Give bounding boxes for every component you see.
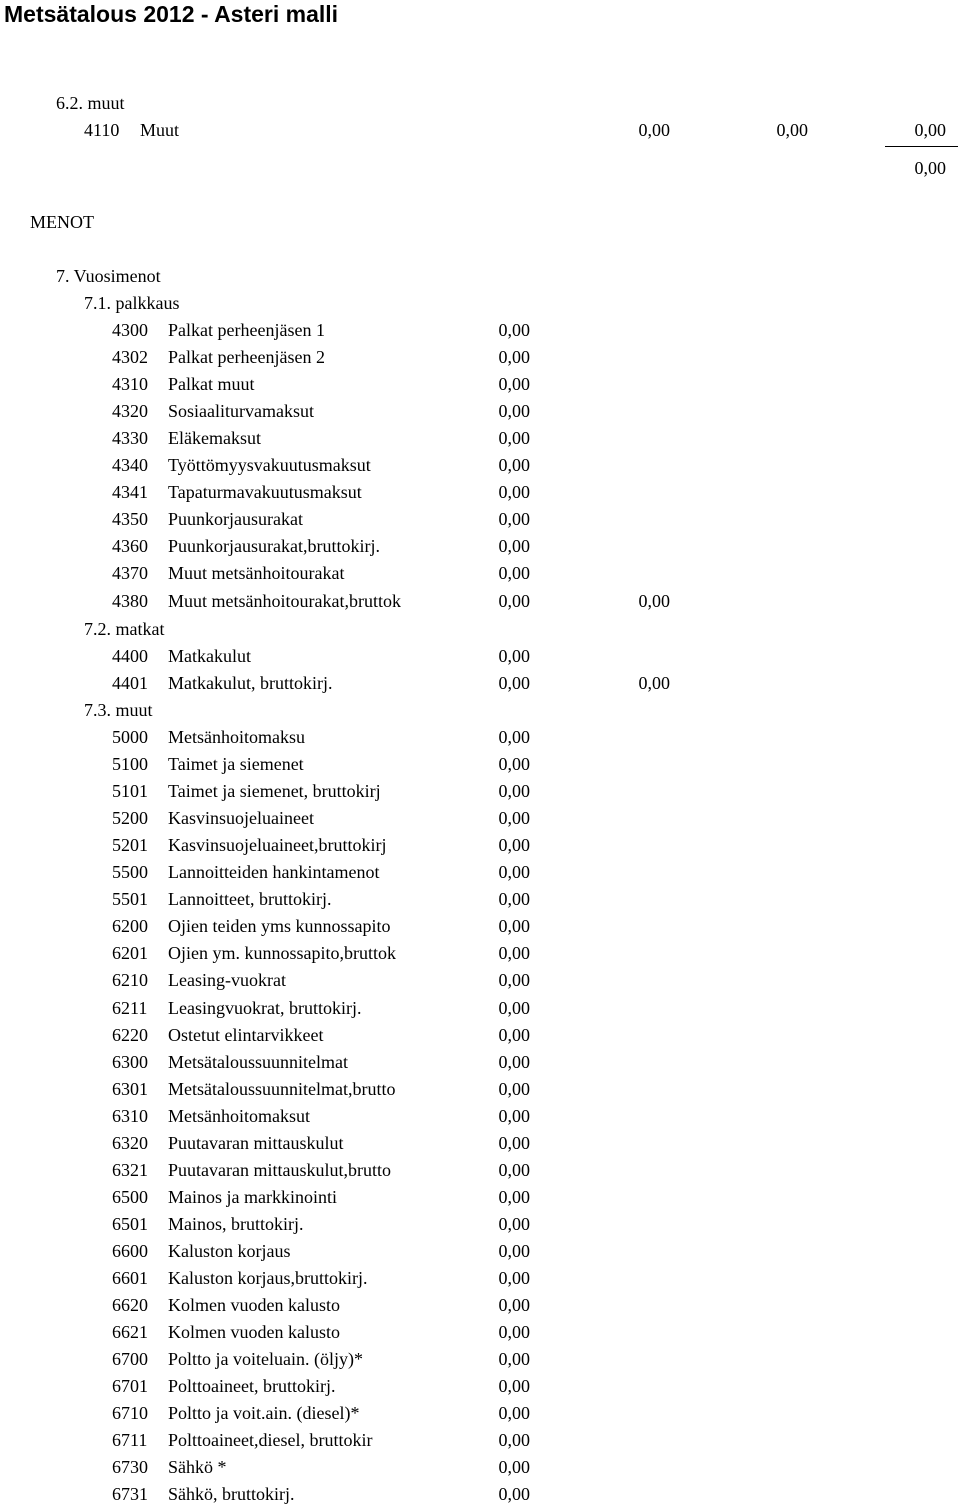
account-value: 0,00 [498, 320, 530, 340]
account-code: 6711 [112, 1430, 148, 1450]
account-value: 0,00 [498, 1133, 530, 1153]
account-name: Ojien ym. kunnossapito,bruttok [168, 943, 396, 963]
account-name: Palkat muut [168, 374, 255, 394]
account-name: Metsänhoitomaksu [168, 727, 305, 747]
account-name: Metsätaloussuunnitelmat [168, 1052, 348, 1072]
account-name: Ojien teiden yms kunnossapito [168, 916, 391, 936]
account-value: 0,00 [498, 781, 530, 801]
menot-label: MENOT [30, 212, 94, 232]
account-code: 4320 [112, 401, 148, 421]
account-code: 5200 [112, 808, 148, 828]
account-value: 0,00 [498, 1376, 530, 1396]
account-name: Matkakulut [168, 646, 251, 666]
account-value: 0,00 [498, 374, 530, 394]
account-name: Tapaturmavakuutusmaksut [168, 482, 362, 502]
account-code: 4341 [112, 482, 148, 502]
account-code: 4360 [112, 536, 148, 556]
account-name: Ostetut elintarvikkeet [168, 1025, 324, 1045]
account-value: 0,00 [498, 916, 530, 936]
account-code: 6501 [112, 1214, 148, 1234]
account-name: Poltto ja voiteluain. (öljy)* [168, 1349, 363, 1369]
account-code: 6210 [112, 970, 148, 990]
value-col-1: 0,00 [638, 120, 670, 140]
account-code: 6500 [112, 1187, 148, 1207]
section-subtotal: 0,00 [638, 591, 670, 611]
account-value: 0,00 [498, 536, 530, 556]
account-code: 6220 [112, 1025, 148, 1045]
account-value: 0,00 [498, 998, 530, 1018]
account-name: Puutavaran mittauskulut,brutto [168, 1160, 391, 1180]
account-name: Kaluston korjaus [168, 1241, 291, 1261]
page-title: Metsätalous 2012 - Asteri malli [4, 1, 339, 27]
account-code: 6300 [112, 1052, 148, 1072]
account-name: Leasing-vuokrat [168, 970, 286, 990]
account-value: 0,00 [498, 862, 530, 882]
account-name: Matkakulut, bruttokirj. [168, 673, 333, 693]
account-value: 0,00 [498, 482, 530, 502]
account-value: 0,00 [498, 1025, 530, 1045]
account-value: 0,00 [498, 347, 530, 367]
account-code: 6320 [112, 1133, 148, 1153]
account-value: 0,00 [498, 1160, 530, 1180]
account-value: 0,00 [498, 455, 530, 475]
account-name: Sosiaaliturvamaksut [168, 401, 314, 421]
account-code: 4330 [112, 428, 148, 448]
account-value: 0,00 [498, 1349, 530, 1369]
account-value: 0,00 [498, 1295, 530, 1315]
account-name: Metsänhoitomaksut [168, 1106, 310, 1126]
account-value: 0,00 [498, 646, 530, 666]
account-code: 4110 [84, 120, 120, 140]
account-value: 0,00 [498, 1187, 530, 1207]
account-name: Polttoaineet, bruttokirj. [168, 1376, 336, 1396]
account-name: Lannoitteiden hankintamenot [168, 862, 380, 882]
account-code: 5101 [112, 781, 148, 801]
account-value: 0,00 [498, 563, 530, 583]
account-value: 0,00 [498, 1457, 530, 1477]
account-code: 5501 [112, 889, 148, 909]
account-code: 6200 [112, 916, 148, 936]
account-name: Taimet ja siemenet, bruttokirj [168, 781, 381, 801]
account-code: 6211 [112, 998, 148, 1018]
total-rule [885, 146, 958, 147]
account-code: 4400 [112, 646, 148, 666]
account-value: 0,00 [498, 1079, 530, 1099]
account-code: 4380 [112, 591, 148, 611]
account-name: Muut metsänhoitourakat [168, 563, 345, 583]
value-col-2: 0,00 [776, 120, 808, 140]
account-name: Muut metsänhoitourakat,bruttok [168, 591, 401, 611]
account-code: 5500 [112, 862, 148, 882]
account-code: 6700 [112, 1349, 148, 1369]
account-value: 0,00 [498, 835, 530, 855]
account-name: Taimet ja siemenet [168, 754, 304, 774]
account-code: 6321 [112, 1160, 148, 1180]
account-value: 0,00 [498, 889, 530, 909]
account-code: 6731 [112, 1484, 148, 1504]
account-code: 6701 [112, 1376, 148, 1396]
section-heading-7: 7. Vuosimenot [56, 266, 161, 286]
section-total: 0,00 [914, 158, 946, 178]
account-name: Palkat perheenjäsen 1 [168, 320, 325, 340]
account-name: Palkat perheenjäsen 2 [168, 347, 325, 367]
account-code: 6601 [112, 1268, 148, 1288]
account-value: 0,00 [498, 1484, 530, 1504]
account-value: 0,00 [498, 673, 530, 693]
account-name: Kolmen vuoden kalusto [168, 1295, 340, 1315]
value-col-3: 0,00 [914, 120, 946, 140]
account-name: Kasvinsuojeluaineet,bruttokirj [168, 835, 387, 855]
account-value: 0,00 [498, 509, 530, 529]
section-heading-palkkaus: 7.1. palkkaus [84, 293, 180, 313]
account-code: 4370 [112, 563, 148, 583]
account-value: 0,00 [498, 1052, 530, 1072]
account-name: Kaluston korjaus,bruttokirj. [168, 1268, 368, 1288]
account-value: 0,00 [498, 1241, 530, 1261]
account-name: Työttömyysvakuutusmaksut [168, 455, 371, 475]
account-name: Puunkorjausurakat [168, 509, 303, 529]
account-code: 4300 [112, 320, 148, 340]
account-name: Mainos, bruttokirj. [168, 1214, 304, 1234]
account-value: 0,00 [498, 428, 530, 448]
account-code: 6310 [112, 1106, 148, 1126]
account-name: Mainos ja markkinointi [168, 1187, 337, 1207]
section-subtotal: 0,00 [638, 673, 670, 693]
account-value: 0,00 [498, 401, 530, 421]
account-code: 4401 [112, 673, 148, 693]
section-heading-6-2: 6.2. muut [56, 93, 125, 113]
account-name: Puutavaran mittauskulut [168, 1133, 344, 1153]
account-code: 4310 [112, 374, 148, 394]
account-code: 6600 [112, 1241, 148, 1261]
account-code: 6301 [112, 1079, 148, 1099]
account-name: Metsätaloussuunnitelmat,brutto [168, 1079, 396, 1099]
account-code: 5201 [112, 835, 148, 855]
section-heading-muut: 7.3. muut [84, 700, 153, 720]
account-name: Kolmen vuoden kalusto [168, 1322, 340, 1342]
account-name: Lannoitteet, bruttokirj. [168, 889, 332, 909]
account-value: 0,00 [498, 1403, 530, 1423]
account-value: 0,00 [498, 1214, 530, 1234]
account-value: 0,00 [498, 943, 530, 963]
account-code: 4350 [112, 509, 148, 529]
account-name: Leasingvuokrat, bruttokirj. [168, 998, 362, 1018]
account-value: 0,00 [498, 1430, 530, 1450]
account-value: 0,00 [498, 1106, 530, 1126]
account-code: 4302 [112, 347, 148, 367]
account-name: Sähkö, bruttokirj. [168, 1484, 295, 1504]
account-code: 6621 [112, 1322, 148, 1342]
account-name: Polttoaineet,diesel, bruttokir [168, 1430, 373, 1450]
account-value: 0,00 [498, 970, 530, 990]
account-name: Puunkorjausurakat,bruttokirj. [168, 536, 380, 556]
account-value: 0,00 [498, 754, 530, 774]
account-code: 6730 [112, 1457, 148, 1477]
account-code: 5100 [112, 754, 148, 774]
account-name: Kasvinsuojeluaineet [168, 808, 314, 828]
section-heading-matkat: 7.2. matkat [84, 619, 165, 639]
account-name: Sähkö * [168, 1457, 227, 1477]
account-code: 5000 [112, 727, 148, 747]
account-value: 0,00 [498, 1268, 530, 1288]
account-value: 0,00 [498, 808, 530, 828]
account-code: 6710 [112, 1403, 148, 1423]
account-name: Poltto ja voit.ain. (diesel)* [168, 1403, 360, 1423]
account-name: Muut [140, 120, 180, 140]
account-code: 4340 [112, 455, 148, 475]
account-value: 0,00 [498, 1322, 530, 1342]
account-code: 6620 [112, 1295, 148, 1315]
account-value: 0,00 [498, 727, 530, 747]
account-code: 6201 [112, 943, 148, 963]
account-value: 0,00 [498, 591, 530, 611]
account-name: Eläkemaksut [168, 428, 261, 448]
